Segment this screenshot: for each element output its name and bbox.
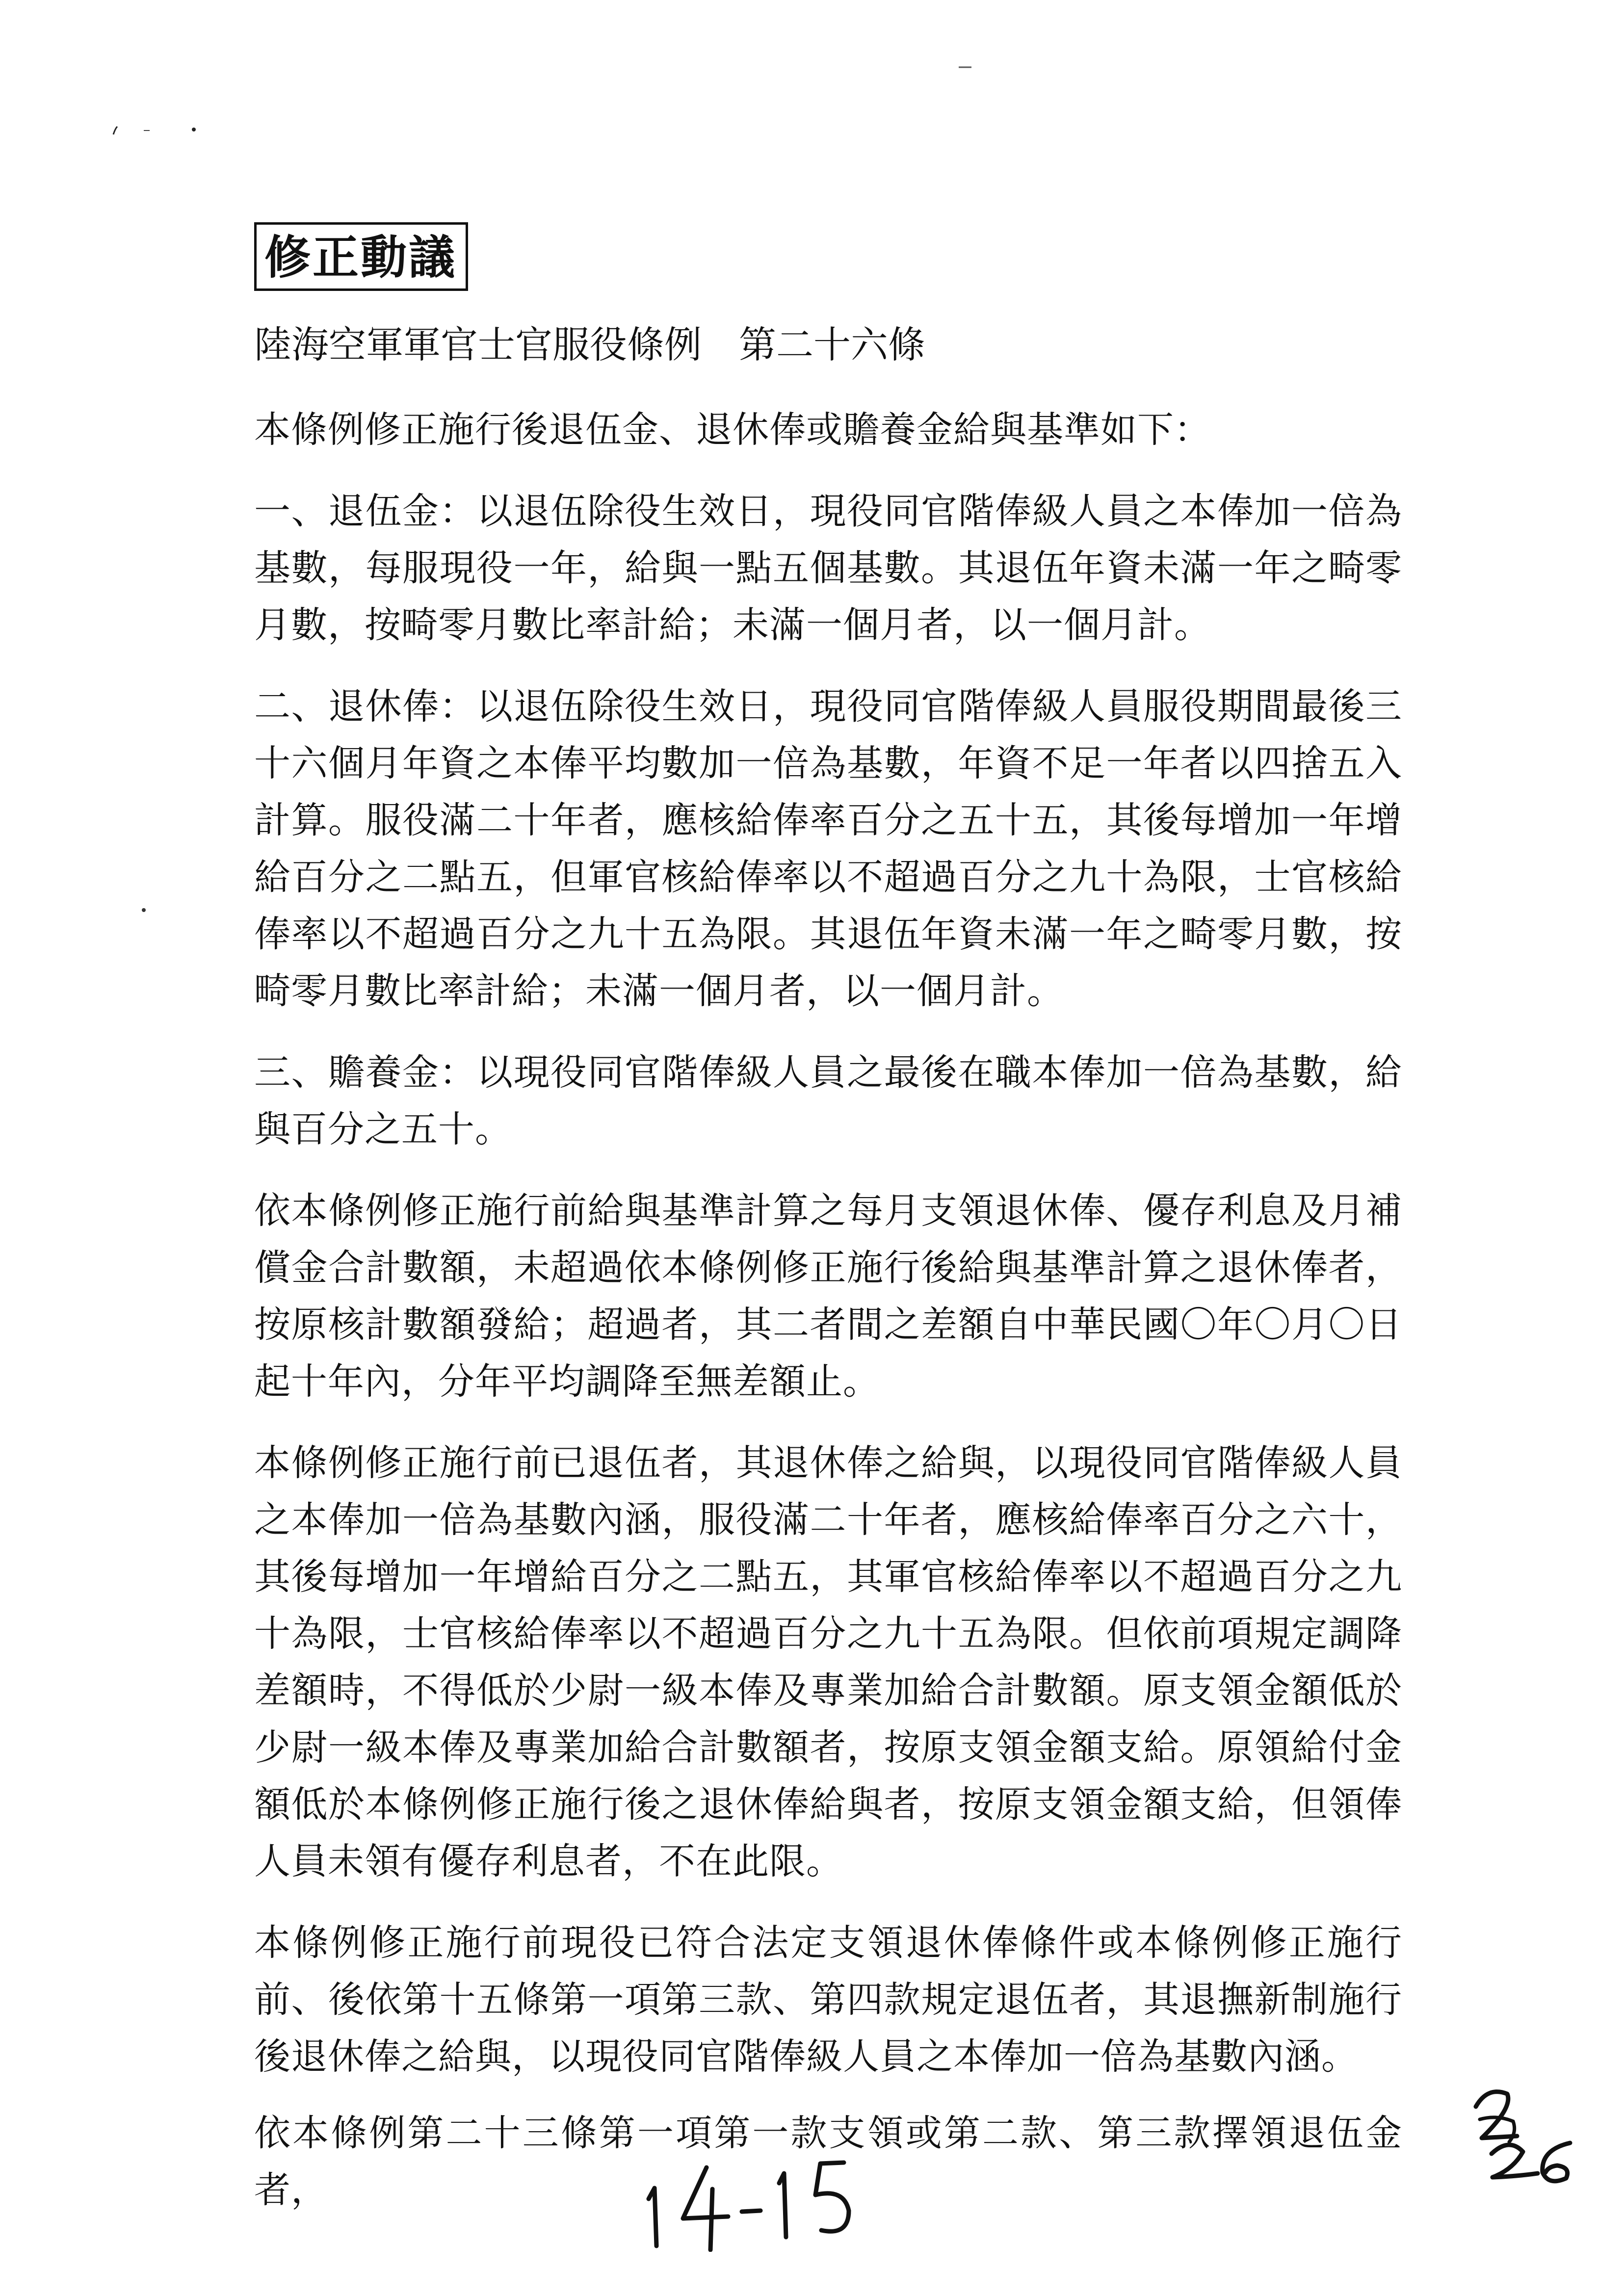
handwritten-page-number [638,2154,864,2252]
paragraph-item-3-support-pay: 三、贍養金：以現役同官階俸級人員之最後在職本俸加一倍為基數，給與百分之五十。 [254,1051,1402,1150]
scan-artifact-marks [110,123,209,137]
paragraph-adjustment-rule: 依本條例修正施行前給與基準計算之每月支領退休俸、優存利息及月補償金合計數額，未超過依本條例修正施行後給與基準計算之退休俸者，按原核計數額發給；超過者，其二者間之差額自中華民國〇年〇月〇日起十年內，分年平均調降至無差額止。 [254,1190,1402,1403]
paragraph-eligible-active-duty: 本條例修正施行前現役已符合法定支領退休俸條件或本條例修正施行前、後依第十五條第一項第三款、第四款規定退伍者，其退撫新制施行後退休俸之給與，以現役同官階俸級人員之本俸加一倍為基數內涵。 [254,1922,1402,2078]
paragraph-already-retired: 本條例修正施行前已退伍者，其退休俸之給與，以現役同官階俸級人員之本俸加一倍為基數內涵，服役滿二十年者，應核給俸率百分之六十，其後每增加一年增給百分之二點五，其軍官核給俸率以不超過百分之九十為限，士官核給俸率以不超過百分之九十五為限。但依前項規定調降差額時，不得低於少尉一級本俸及專業加給合計數額。原支領金額低於少尉一級本俸及專業加給合計數額者，按原支領金額支給。原領給付金額低於本條例修正施行後之退休俸給與者，按原支領金額支給，但領俸人員未領有優存利息者，不在此限。 [254,1442,1402,1882]
article-body [254,401,1402,2243]
paragraph-intro: 本條例修正施行後退伍金、退休俸或贍養金給與基準如下： [254,409,1211,451]
paragraph-article-23: 依本條例第二十三條第一項第一款支領或第二款、第三款擇領退伍金者， [254,2112,1402,2211]
scan-artifact-dot [140,905,150,915]
paragraph-item-1-discharge-pay: 一、退伍金：以退伍除役生效日，現役同官階俸級人員之本俸加一倍為基數，每服現役一年，給與一點五個基數。其退伍年資未滿一年之畸零月數，按畸零月數比率計給；未滿一個月者，以一個月計。 [254,490,1402,646]
scan-artifact-dash [957,65,976,70]
statute-article-title: 陸海空軍軍官士官服役條例 第二十六條 [254,323,925,366]
paragraph-item-2-retirement-pension: 二、退休俸：以退伍除役生效日，現役同官階俸級人員服役期間最後三十六個月年資之本俸平均數加一倍為基數，年資不足一年者以四捨五入計算。服役滿二十年者，應核給俸率百分之五十五，其後每增加一年增給百分之二點五，但軍官核給俸率以不超過百分之九十為限，士官核給俸率以不超過百分之九十五為限。其退伍年資未滿一年之畸零月數，按畸零月數比率計給；未滿一個月者，以一個月計。 [254,685,1402,1012]
motion-heading: 修正動議 [254,222,468,291]
handwritten-corner-note [1462,2085,1575,2188]
